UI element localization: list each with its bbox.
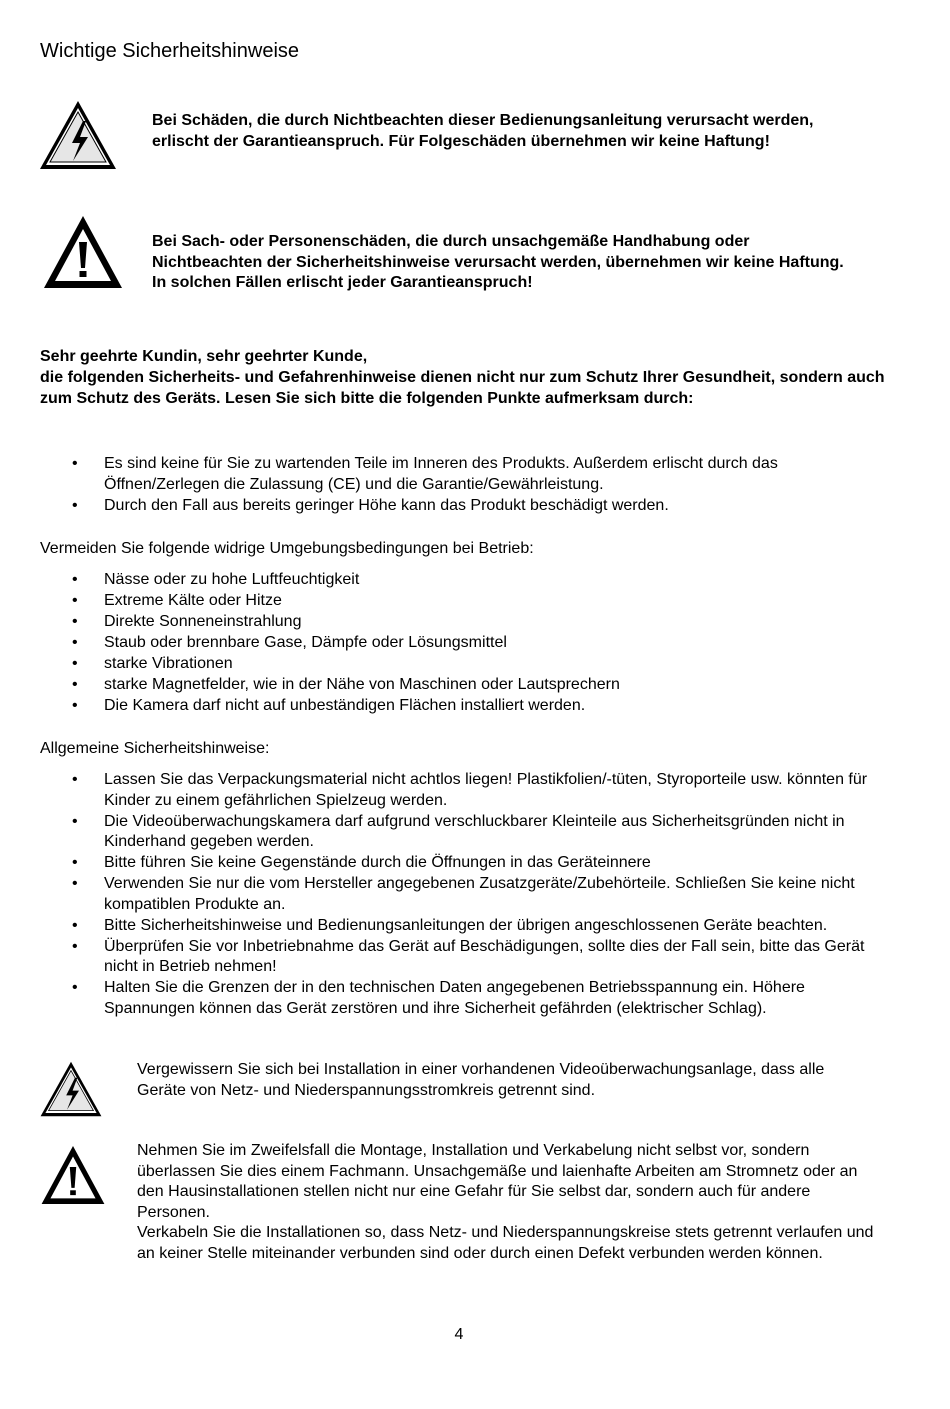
list-item: • Halten Sie die Grenzen der in den technischen Daten angegebenen Betriebsspannung ein. Höhere Spannungen können das Gerät zerstören und ihre Sicherheit gefährden (elektrischer Schlag). xyxy=(72,979,805,1017)
page-title: Wichtige Sicherheitshinweise xyxy=(40,40,300,62)
bullet-list xyxy=(40,454,890,517)
list-item: • Lassen Sie das Verpackungsmaterial nicht achtlos liegen! Plastikfolien/-tüten, Styroporteile usw. könnten für Kinder zu einem gefährlichen Spielzeug werden. xyxy=(72,771,868,809)
list-item: • Staub oder brennbare Gase, Dämpfe oder Lösungsmittel xyxy=(72,634,507,651)
electric-shock-warning-icon xyxy=(39,1060,103,1118)
bullet-list xyxy=(40,770,890,1020)
page-number: 4 xyxy=(454,1326,464,1343)
warning-text: Bei Sach- oder Personenschäden, die durch unsachgemäße Handhabung oder Nichtbeachten der Sicherheitshinweise verursacht werden, übernehmen wir keine Haftung. In solchen Fällen erlischt jeder Garantieanspruch! xyxy=(152,233,844,291)
warning-text: Vergewissern Sie sich bei Installation in einer vorhandenen Videoüberwachungsanlage, dass alle Geräte von Netz- und Niederspannungsstromkreis getrennt sind. xyxy=(137,1061,825,1099)
list-item: • Überprüfen Sie vor Inbetriebnahme das Gerät auf Beschädigungen, sollte dies der Fall sein, bitte das Gerät nicht in Betrieb nehmen! xyxy=(72,937,865,975)
intro-text: die folgenden Sicherheits- und Gefahrenhinweise dienen nicht nur zum Schutz Ihrer Gesundheit, sondern auch zum Schutz des Geräts. Lesen Sie sich bitte die folgenden Punkte aufmerksam durch: xyxy=(40,369,885,407)
list-item: • Bitte führen Sie keine Gegenstände durch die Öffnungen in das Geräteinnere xyxy=(72,854,651,871)
list-item: • Die Kamera darf nicht auf unbeständigen Flächen installiert werden. xyxy=(72,697,586,714)
list-item: • Bitte Sicherheitshinweise und Bedienungsanleitungen der übrigen angeschlossenen Geräte beachten. xyxy=(72,916,828,934)
list-item: • Nässe oder zu hohe Luftfeuchtigkeit xyxy=(72,571,360,588)
intro-greeting: Sehr geehrte Kundin, sehr geehrter Kunde, xyxy=(40,348,368,365)
exclamation-warning-icon xyxy=(42,214,124,290)
warning-text: Bei Schäden, die durch Nichtbeachten dieser Bedienungsanleitung verursacht werden, erlischt der Garantieanspruch. Für Folgeschäden übernehmen wir keine Haftung! xyxy=(152,112,814,150)
list-item: • Direkte Sonneneinstrahlung xyxy=(72,613,302,630)
list-item: • starke Vibrationen xyxy=(72,655,233,672)
bullet-list xyxy=(40,570,890,717)
section-heading: Allgemeine Sicherheitshinweise: xyxy=(40,740,270,757)
section-heading: Vermeiden Sie folgende widrige Umgebungsbedingungen bei Betrieb: xyxy=(40,540,534,557)
list-item: • Durch den Fall aus bereits geringer Höhe kann das Produkt beschädigt werden. xyxy=(72,496,669,514)
exclamation-warning-icon xyxy=(40,1144,106,1206)
list-item: • Extreme Kälte oder Hitze xyxy=(72,592,282,609)
warning-text: Nehmen Sie im Zweifelsfall die Montage, Installation und Verkabelung nicht selbst vor, sondern überlassen Sie dies einem Fachmann. Unsachgemäße und laienhafte Arbeiten am Stromnetz oder an den Hausinstallationen stellen nicht nur eine Gefahr für Sie selbst dar, sondern auch für andere Personen. xyxy=(137,1142,858,1221)
list-item: • Verwenden Sie nur die vom Hersteller angegebenen Zusatzgeräte/Zubehörteile. Schließen Sie keine nicht kompatiblen Produkte an. xyxy=(72,875,855,913)
warning-text: Verkabeln Sie die Installationen so, dass Netz- und Niederspannungskreise stets getrennt verlaufen und an keiner Stelle miteinander verbunden sind oder durch einen Defekt verbunden werden können. xyxy=(137,1224,874,1262)
list-item: • Es sind keine für Sie zu wartenden Teile im Inneren des Produkts. Außerdem erlischt durch das Öffnen/Zerlegen die Zulassung (CE) und die Garantie/Gewährleistung. xyxy=(72,455,778,493)
list-item: • starke Magnetfelder, wie in der Nähe von Maschinen oder Lautsprechern xyxy=(72,676,620,693)
electric-shock-warning-icon xyxy=(38,99,118,171)
list-item: • Die Videoüberwachungskamera darf aufgrund verschluckbarer Kleinteile aus Sicherheitsgründen nicht in Kinderhand gegeben werden. xyxy=(72,812,845,850)
